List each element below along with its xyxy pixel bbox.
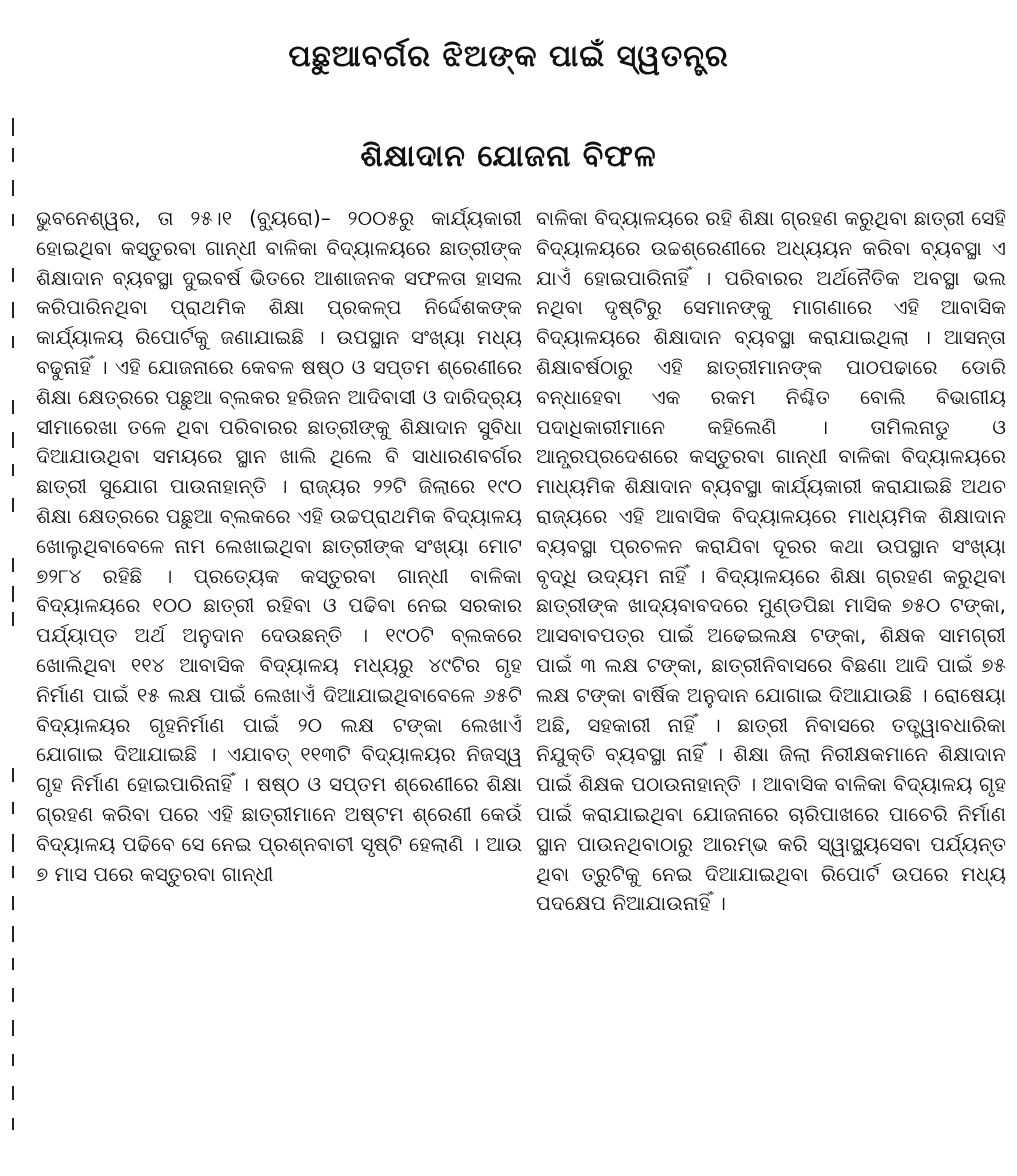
- margin-tick: [12, 214, 14, 226]
- margin-tick: [12, 958, 14, 970]
- margin-tick: [12, 400, 14, 414]
- margin-tick: [12, 834, 14, 852]
- margin-tick: [12, 336, 14, 348]
- margin-tick: [12, 926, 14, 942]
- margin-tick: [12, 148, 14, 162]
- margin-tick: [12, 498, 14, 512]
- margin-tick: [12, 768, 14, 782]
- margin-tick: [12, 586, 14, 602]
- margin-tick: [12, 1054, 14, 1066]
- article-column-right: ବାଳିକା ବିଦ୍ୟାଳୟରେ ରହି ଶିକ୍ଷା ଗ୍ରହଣ କରୁଥିବା ଛାତ୍ରୀ ସେହି ବିଦ୍ୟାଳୟରେ ଉଚ୍ଚଶ୍ରେଣୀରେ ଅଧ୍ୟୟନ କରିବା ବ୍ୟବସ୍ଥା ଏ ଯାଏଁ ହୋଇପାରିନାହିଁ । ପରିବାରର ଅର୍ଥନୈତିକ ଅବସ୍ଥା ଭଲ ନଥିବା ଦୃଷ୍ଟିରୁ ସେମାନଙ୍କୁ ମାଗଣାରେ ଏହି ଆବାସିକ ବିଦ୍ୟାଳୟରେ ଶିକ୍ଷାଦାନ ବ୍ୟବସ୍ଥା କରାଯାଇଥିଲା । ଆସନ୍ତା ଶିକ୍ଷାବର୍ଷଠାରୁ ଏହି ଛାତ୍ରୀମାନଙ୍କ ପାଠପଢାରେ ଡୋରି ବନ୍ଧାହେବା ଏକ ରକମ ନିଶ୍ଚିତ ବୋଲି ବିଭାଗୀୟ ପଦାଧିକାରୀମାନେ କହିଲେଣି । ତାମିଲନାଡୁ ଓ ଆନ୍ଧ୍ରପ୍ରଦେଶରେ କସ୍ତୁରବା ଗାନ୍ଧୀ ବାଳିକା ବିଦ୍ୟାଳୟରେ ମାଧ୍ୟମିକ ଶିକ୍ଷାଦାନ ବ୍ୟବସ୍ଥା କାର୍ଯ୍ୟକାରୀ କରାଯାଇଛି ଅଥଚ ରାଜ୍ୟରେ ଏହି ଆବାସିକ ବିଦ୍ୟାଳୟରେ ମାଧ୍ୟମିକ ଶିକ୍ଷାଦାନ ବ୍ୟବସ୍ଥା ପ୍ରଚଳନ କରାଯିବା ଦୂରର କଥା ଉପସ୍ଥାନ ସଂଖ୍ୟା ବୃଦ୍ଧି ଉଦ୍ୟମ ନାହିଁ । ବିଦ୍ୟାଳୟରେ ଶିକ୍ଷା ଗ୍ରହଣ କରୁଥିବା ଛାତ୍ରୀଙ୍କ ଖାଦ୍ୟବାବଦରେ ମୁଣ୍ଡପିଛା ମାସିକ ୭୫୦ ଟଙ୍କା, ଆସବାବପତ୍ର ପାଇଁ ଅଢେଇଲକ୍ଷ ଟଙ୍କା, ଶିକ୍ଷକ ସାମଗ୍ରୀ ପାଇଁ ୩ ଲକ୍ଷ ଟଙ୍କା, ଛାତ୍ରୀନିବାସରେ ବିଛଣା ଆଦି ପାଇଁ ୭୫ ଲକ୍ଷ ଟଙ୍କା ବାର୍ଷିକ ଅନୁଦାନ ଯୋଗାଇ ଦିଆଯାଉଛି । ରୋଷେୟା ଅଛି, ସହକାରୀ ନାହିଁ । ଛାତ୍ରୀ ନିବାସରେ ତତ୍ତ୍ୱାବଧାରିକା ନିଯୁକ୍ତି ବ୍ୟବସ୍ଥା ନାହିଁ । ଶିକ୍ଷା ଜିଲା ନିରୀକ୍ଷକମାନେ ଶିକ୍ଷାଦାନ ପାଇଁ ଶିକ୍ଷକ ପଠାଉନାହାନ୍ତି । ଆବାସିକ ବାଳିକା ବିଦ୍ୟାଳୟ ଗୃହ ପାଇଁ କରାଯାଇଥିବା ଯୋଜନାରେ ଚାରିପାଖରେ ପାଚେରି ନିର୍ମାଣ ସ୍ଥାନ ପାଉନଥିବାଠାରୁ ଆରମ୍ଭ କରି ସ୍ୱାସ୍ଥ୍ୟସେବା ପର୍ଯ୍ୟନ୍ତ ଥିବା ତ୍ରୁଟିକୁ ନେଇ ଦିଆଯାଇଥିବା ରିପୋର୍ଟ ଉପରେ ମଧ୍ୟ ପଦକ୍ଷେପ ନିଆଯାଉନାହିଁ ।: [536, 206, 1006, 916]
- margin-tick: [12, 558, 14, 572]
- margin-tick: [12, 464, 14, 476]
- margin-tick: [12, 988, 14, 1002]
- headline-line-1: ପଛୁଆବର୍ଗର ଝିଅଙ୍କ ପାଇଁ ସ୍ୱତନ୍ତ୍ର: [288, 39, 729, 74]
- margin-tick: [12, 1086, 14, 1100]
- margin-tick: [12, 866, 14, 878]
- margin-marks: [8, 118, 22, 1158]
- margin-tick: [12, 180, 14, 196]
- headline-line-2: ଶିକ୍ଷାଦାନ ଯୋଜନା ବିଫଳ: [360, 139, 657, 174]
- margin-tick: [12, 612, 14, 626]
- margin-tick: [12, 802, 14, 814]
- margin-tick: [12, 896, 14, 910]
- margin-tick: [12, 302, 14, 318]
- margin-tick: [12, 432, 14, 448]
- margin-tick: [12, 1020, 14, 1036]
- margin-tick: [12, 268, 14, 282]
- margin-tick: [12, 1118, 14, 1130]
- margin-tick: [12, 118, 14, 136]
- article-column-left: ଭୁବନେଶ୍ୱର, ତା ୨୫।୧ (ବ୍ୟୁରୋ)– ୨୦୦୫ରୁ କାର୍ଯ୍ୟକାରୀ ହୋଇଥିବା କସ୍ତୁରବା ଗାନ୍ଧୀ ବାଳିକା ବିଦ୍ୟାଳୟରେ ଛାତ୍ରୀଙ୍କ ଶିକ୍ଷାଦାନ ବ୍ୟବସ୍ଥା ଦୁଇବର୍ଷ ଭିତରେ ଆଶାଜନକ ସଫଳତା ହାସଲ କରିପାରିନଥିବା ପ୍ରାଥମିକ ଶିକ୍ଷା ପ୍ରକଳ୍ପ ନିର୍ଦ୍ଦେଶକଙ୍କ କାର୍ଯ୍ୟାଳୟ ରିପୋର୍ଟକୁ ଜଣାଯାଇଛି । ଉପସ୍ଥାନ ସଂଖ୍ୟା ମଧ୍ୟ ବଢୁନାହିଁ । ଏହି ଯୋଜନାରେ କେବଳ ଷଷ୍ଠ ଓ ସପ୍ତମ ଶ୍ରେଣୀରେ ଶିକ୍ଷା କ୍ଷେତ୍ରରେ ପଛୁଆ ବ୍ଲକର ହରିଜନ ଆଦିବାସୀ ଓ ଦାରିଦ୍ର୍ୟ ସୀମାରେଖା ତଳେ ଥିବା ପରିବାରର ଛାତ୍ରୀଙ୍କୁ ଶିକ୍ଷାଦାନ ସୁବିଧା ଦିଆଯାଉଥିବା ସମୟରେ ସ୍ଥାନ ଖାଲି ଥିଲେ ବି ସାଧାରଣବର୍ଗର ଛାତ୍ରୀ ସୁଯୋଗ ପାଉନାହାନ୍ତି । ରାଜ୍ୟର ୨୨ଟି ଜିଲାରେ ୧୯୦ ଶିକ୍ଷା କ୍ଷେତ୍ରରେ ପଛୁଆ ବ୍ଲକରେ ଏହି ଉଚ୍ଚପ୍ରାଥମିକ ବିଦ୍ୟାଳୟ ଖୋଲୁଥିବାବେଳେ ନାମ ଲେଖାଇଥିବା ଛାତ୍ରୀଙ୍କ ସଂଖ୍ୟା ମୋଟ ୭୨୮୪ ରହିଛି । ପ୍ରତ୍ୟେକ କସ୍ତୁରବା ଗାନ୍ଧୀ ବାଳିକା ବିଦ୍ୟାଳୟରେ ୧୦୦ ଛାତ୍ରୀ ରହିବା ଓ ପଢିବା ନେଇ ସରକାର ପର୍ଯ୍ୟାପ୍ତ ଅର୍ଥ ଅନୁଦାନ ଦେଉଛନ୍ତି । ୧୯୦ଟି ବ୍ଲକରେ ଖୋଲିଥିବା ୧୧୪ ଆବାସିକ ବିଦ୍ୟାଳୟ ମଧ୍ୟରୁ ୪୯ଟିର ଗୃହ ନିର୍ମାଣ ପାଇଁ ୧୫ ଲକ୍ଷ ପାଇଁ ଲେଖାଏଁ ଦିଆଯାଇଥିବାବେଳେ ୬୫ଟି ବିଦ୍ୟାଳୟର ଗୃହନିର୍ମାଣ ପାଇଁ ୨୦ ଲକ୍ଷ ଟଙ୍କା ଲେଖାଏଁ ଯୋଗାଇ ଦିଆଯାଇଛି । ଏଯାବତ୍ ୧୧୩ଟି ବିଦ୍ୟାଳୟର ନିଜସ୍ୱ ଗୃହ ନିର୍ମାଣ ହୋଇପାରିନାହିଁ । ଷଷ୍ଠ ଓ ସପ୍ତମ ଶ୍ରେଣୀରେ ଶିକ୍ଷା ଗ୍ରହଣ କରିବା ପରେ ଏହି ଛାତ୍ରୀମାନେ ଅଷ୍ଟମ ଶ୍ରେଣୀ କେଉଁ ବିଦ୍ୟାଳୟ ପଢିବେ ସେ ନେଇ ପ୍ରଶ୍ନବାଚୀ ସୃଷ୍ଟି ହେଲାଣି । ଆଉ ୭ ମାସ ପରେ କସ୍ତୁରବା ଗାନ୍ଧୀ: [36, 206, 522, 886]
